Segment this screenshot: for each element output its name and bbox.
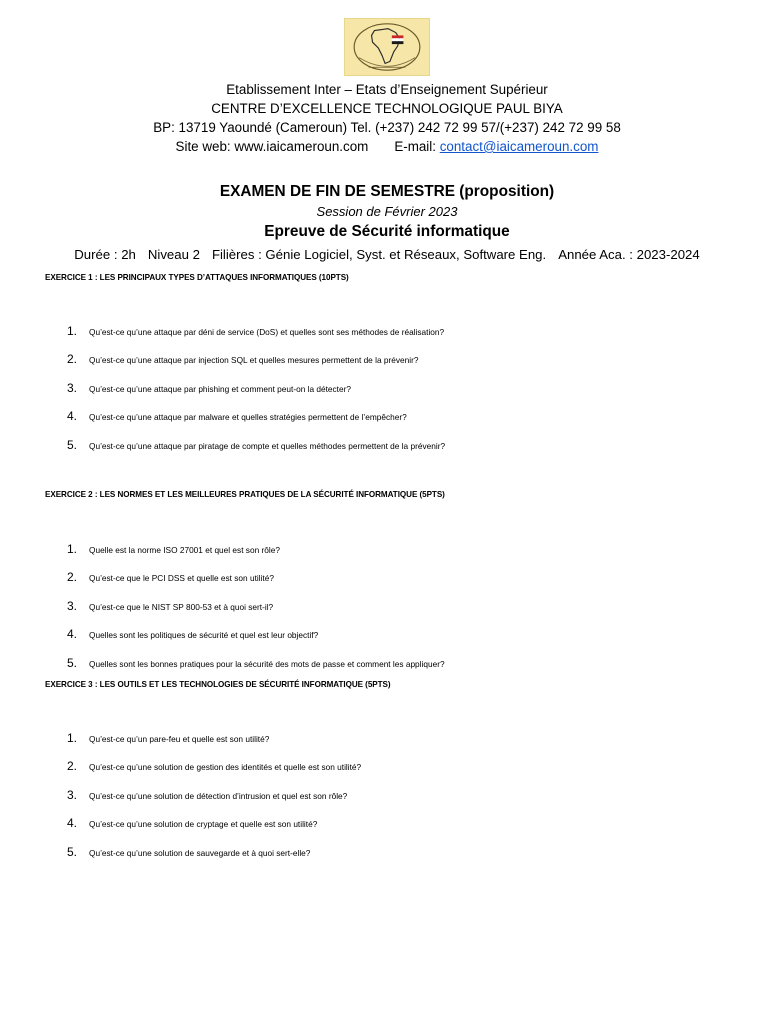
exercise-1-heading: EXERCICE 1 : LES PRINCIPAUX TYPES D’ATTAQUES INFORMATIQUES (10PTS) [45,273,349,282]
exercise-2-question-3: 3. Qu’est-ce que le NIST SP 800-53 et à quoi sert-il? [67,599,274,613]
contact-web-email [0,137,768,156]
institution-name: Etablissement Inter – Etats d’Enseignement Supérieur [226,82,548,97]
africa-map-icon [345,19,429,75]
institution-header [0,80,768,156]
exam-duration: Durée : 2h [74,247,136,262]
email-label: E-mail: [394,139,436,154]
exercise-1-question-3: 3. Qu’est-ce qu’une attaque par phishing et comment peut-on la détecter? [67,381,351,395]
exercise-1-question-1: 1. Qu’est-ce qu’une attaque par déni de service (DoS) et quelles sont ses méthodes de réalisation? [67,324,445,338]
exercise-1-question-5: 5. Qu’est-ce qu’une attaque par piratage de compte et quelles méthodes permettent de la prévenir? [67,438,446,452]
contact-address: BP: 13719 Yaoundé (Cameroun) Tel. (+237) 242 72 99 57/(+237) 242 72 99 58 [153,120,621,135]
exam-level: Niveau 2 [147,247,200,262]
exam-meta [0,245,768,264]
exam-year: Année Aca. : 2023-2024 [558,247,700,262]
exercise-2-question-1: 1. Quelle est la norme ISO 27001 et quel est son rôle? [67,542,280,556]
exercise-3-question-1: 1. Qu’est-ce qu’un pare-feu et quelle est son utilité? [67,731,270,745]
exam-session: Session de Février 2023 [316,204,458,219]
exercise-3-question-5: 5. Qu’est-ce qu’une solution de sauvegarde et à quoi sert-elle? [67,845,311,859]
exam-subject: Epreuve de Sécurité informatique [264,223,510,240]
exercise-3-question-3: 3. Qu’est-ce qu’une solution de détection d’intrusion et quel est son rôle? [67,788,348,802]
exam-title-block [0,181,768,264]
exam-title: EXAMEN DE FIN DE SEMESTRE (proposition) [219,183,555,200]
exercise-3-question-4: 4. Qu’est-ce qu’une solution de cryptage et quelle est son utilité? [67,816,318,830]
exercise-2-question-2: 2. Qu’est-ce que le PCI DSS et quelle est son utilité? [67,570,274,584]
exercise-1-question-4: 4. Qu’est-ce qu’une attaque par malware et quelles stratégies permettent de l’empêcher? [67,409,407,423]
email-link[interactable]: contact@iaicameroun.com [439,139,599,154]
exercise-3-question-2: 2. Qu’est-ce qu’une solution de gestion des identités et quelle est son utilité? [67,759,362,773]
exam-filieres: Filières : Génie Logiciel, Syst. et Réseaux, Software Eng. [211,247,547,262]
website-text: Site web: www.iaicameroun.com [175,139,369,154]
exercise-2-question-5: 5. Quelles sont les bonnes pratiques pour la sécurité des mots de passe et comment les appliquer? [67,656,445,670]
exercise-3-heading: EXERCICE 3 : LES OUTILS ET LES TECHNOLOGIES DE SÉCURITÉ INFORMATIQUE (5PTS) [45,680,391,689]
center-name: CENTRE D’EXCELLENCE TECHNOLOGIQUE PAUL BIYA [211,101,563,116]
exercise-2-heading: EXERCICE 2 : LES NORMES ET LES MEILLEURES PRATIQUES DE LA SÉCURITÉ INFORMATIQUE (5PTS) [45,490,445,499]
exercise-2-question-4: 4. Quelles sont les politiques de sécurité et quel est leur objectif? [67,627,319,641]
institution-logo [344,18,430,76]
exercise-1-question-2: 2. Qu’est-ce qu’une attaque par injection SQL et quelles mesures permettent de la prévenir? [67,352,419,366]
